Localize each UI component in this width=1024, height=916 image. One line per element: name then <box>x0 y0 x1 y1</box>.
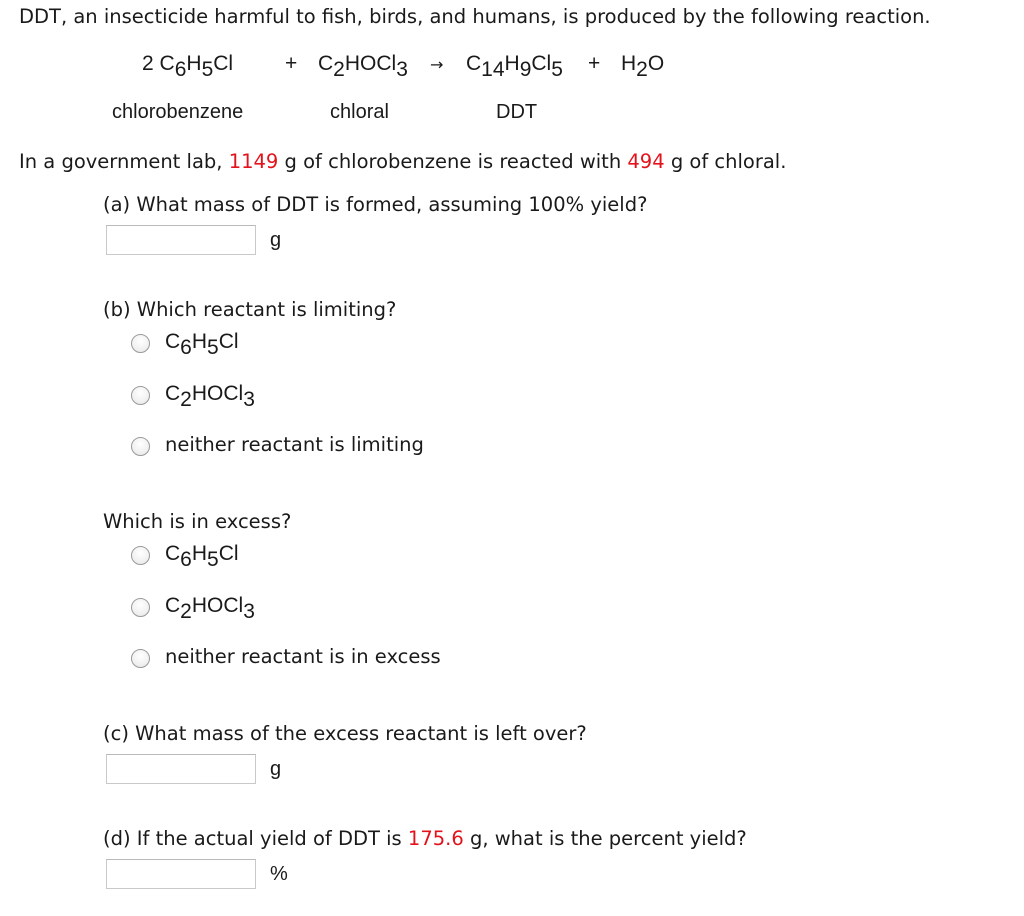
product-2-formula: $H_2O$ <box>621 52 665 81</box>
excess-option-2-radio[interactable] <box>131 598 150 617</box>
excess-option-3-radio[interactable] <box>131 649 150 668</box>
reactant-1-name: chlorobenzene <box>112 101 244 123</box>
part-d-question: (d) If the actual yield of DDT is 175.6 g, what is the percent yield? <box>103 827 747 850</box>
reactant-2-formula: $C_2HOCl_3$ <box>318 52 408 81</box>
plus-sign-1: + <box>285 52 298 75</box>
reaction-arrow: → <box>430 55 444 74</box>
reactant-2-name: chloral <box>330 101 389 123</box>
limiting-option-1-label[interactable]: $C_6H_5Cl$ <box>165 330 239 359</box>
limiting-option-3-label[interactable]: neither reactant is limiting <box>165 433 424 456</box>
chloral-mass: 494 <box>627 150 665 173</box>
excess-question: Which is in excess? <box>103 510 292 533</box>
chlorobenzene-mass: 1149 <box>228 150 279 173</box>
part-d-answer-input[interactable] <box>106 859 256 889</box>
part-c-unit: g <box>270 758 282 780</box>
excess-option-1-radio[interactable] <box>131 546 150 565</box>
actual-yield-value: 175.6 <box>407 827 464 850</box>
reactant-1-formula: 2 $C_6H_5Cl$ <box>142 52 234 81</box>
part-a-answer-input[interactable] <box>106 225 256 255</box>
part-a-question: (a) What mass of DDT is formed, assuming 100% yield? <box>103 193 648 216</box>
product-1-formula: $C_{14}H_9Cl_5$ <box>466 52 563 81</box>
problem-setup: In a government lab, 1149 g of chlorobenzene is reacted with 494 g of chloral. <box>19 150 787 173</box>
intro-text: DDT, an insecticide harmful to fish, birds, and humans, is produced by the following reaction. <box>19 5 931 28</box>
excess-option-2-label[interactable]: $C_2HOCl_3$ <box>165 594 255 623</box>
product-1-name: DDT <box>496 101 538 123</box>
limiting-option-1-radio[interactable] <box>131 334 150 353</box>
limiting-option-2-radio[interactable] <box>131 386 150 405</box>
limiting-option-3-radio[interactable] <box>131 437 150 456</box>
part-a-unit: g <box>270 229 282 251</box>
part-b-question: (b) Which reactant is limiting? <box>103 298 397 321</box>
excess-option-1-label[interactable]: $C_6H_5Cl$ <box>165 542 239 571</box>
limiting-option-2-label[interactable]: $C_2HOCl_3$ <box>165 382 255 411</box>
part-c-question: (c) What mass of the excess reactant is left over? <box>103 722 587 745</box>
excess-option-3-label[interactable]: neither reactant is in excess <box>165 645 441 668</box>
plus-sign-2: + <box>588 52 601 75</box>
part-c-answer-input[interactable] <box>106 754 256 784</box>
part-d-unit: % <box>270 863 288 885</box>
